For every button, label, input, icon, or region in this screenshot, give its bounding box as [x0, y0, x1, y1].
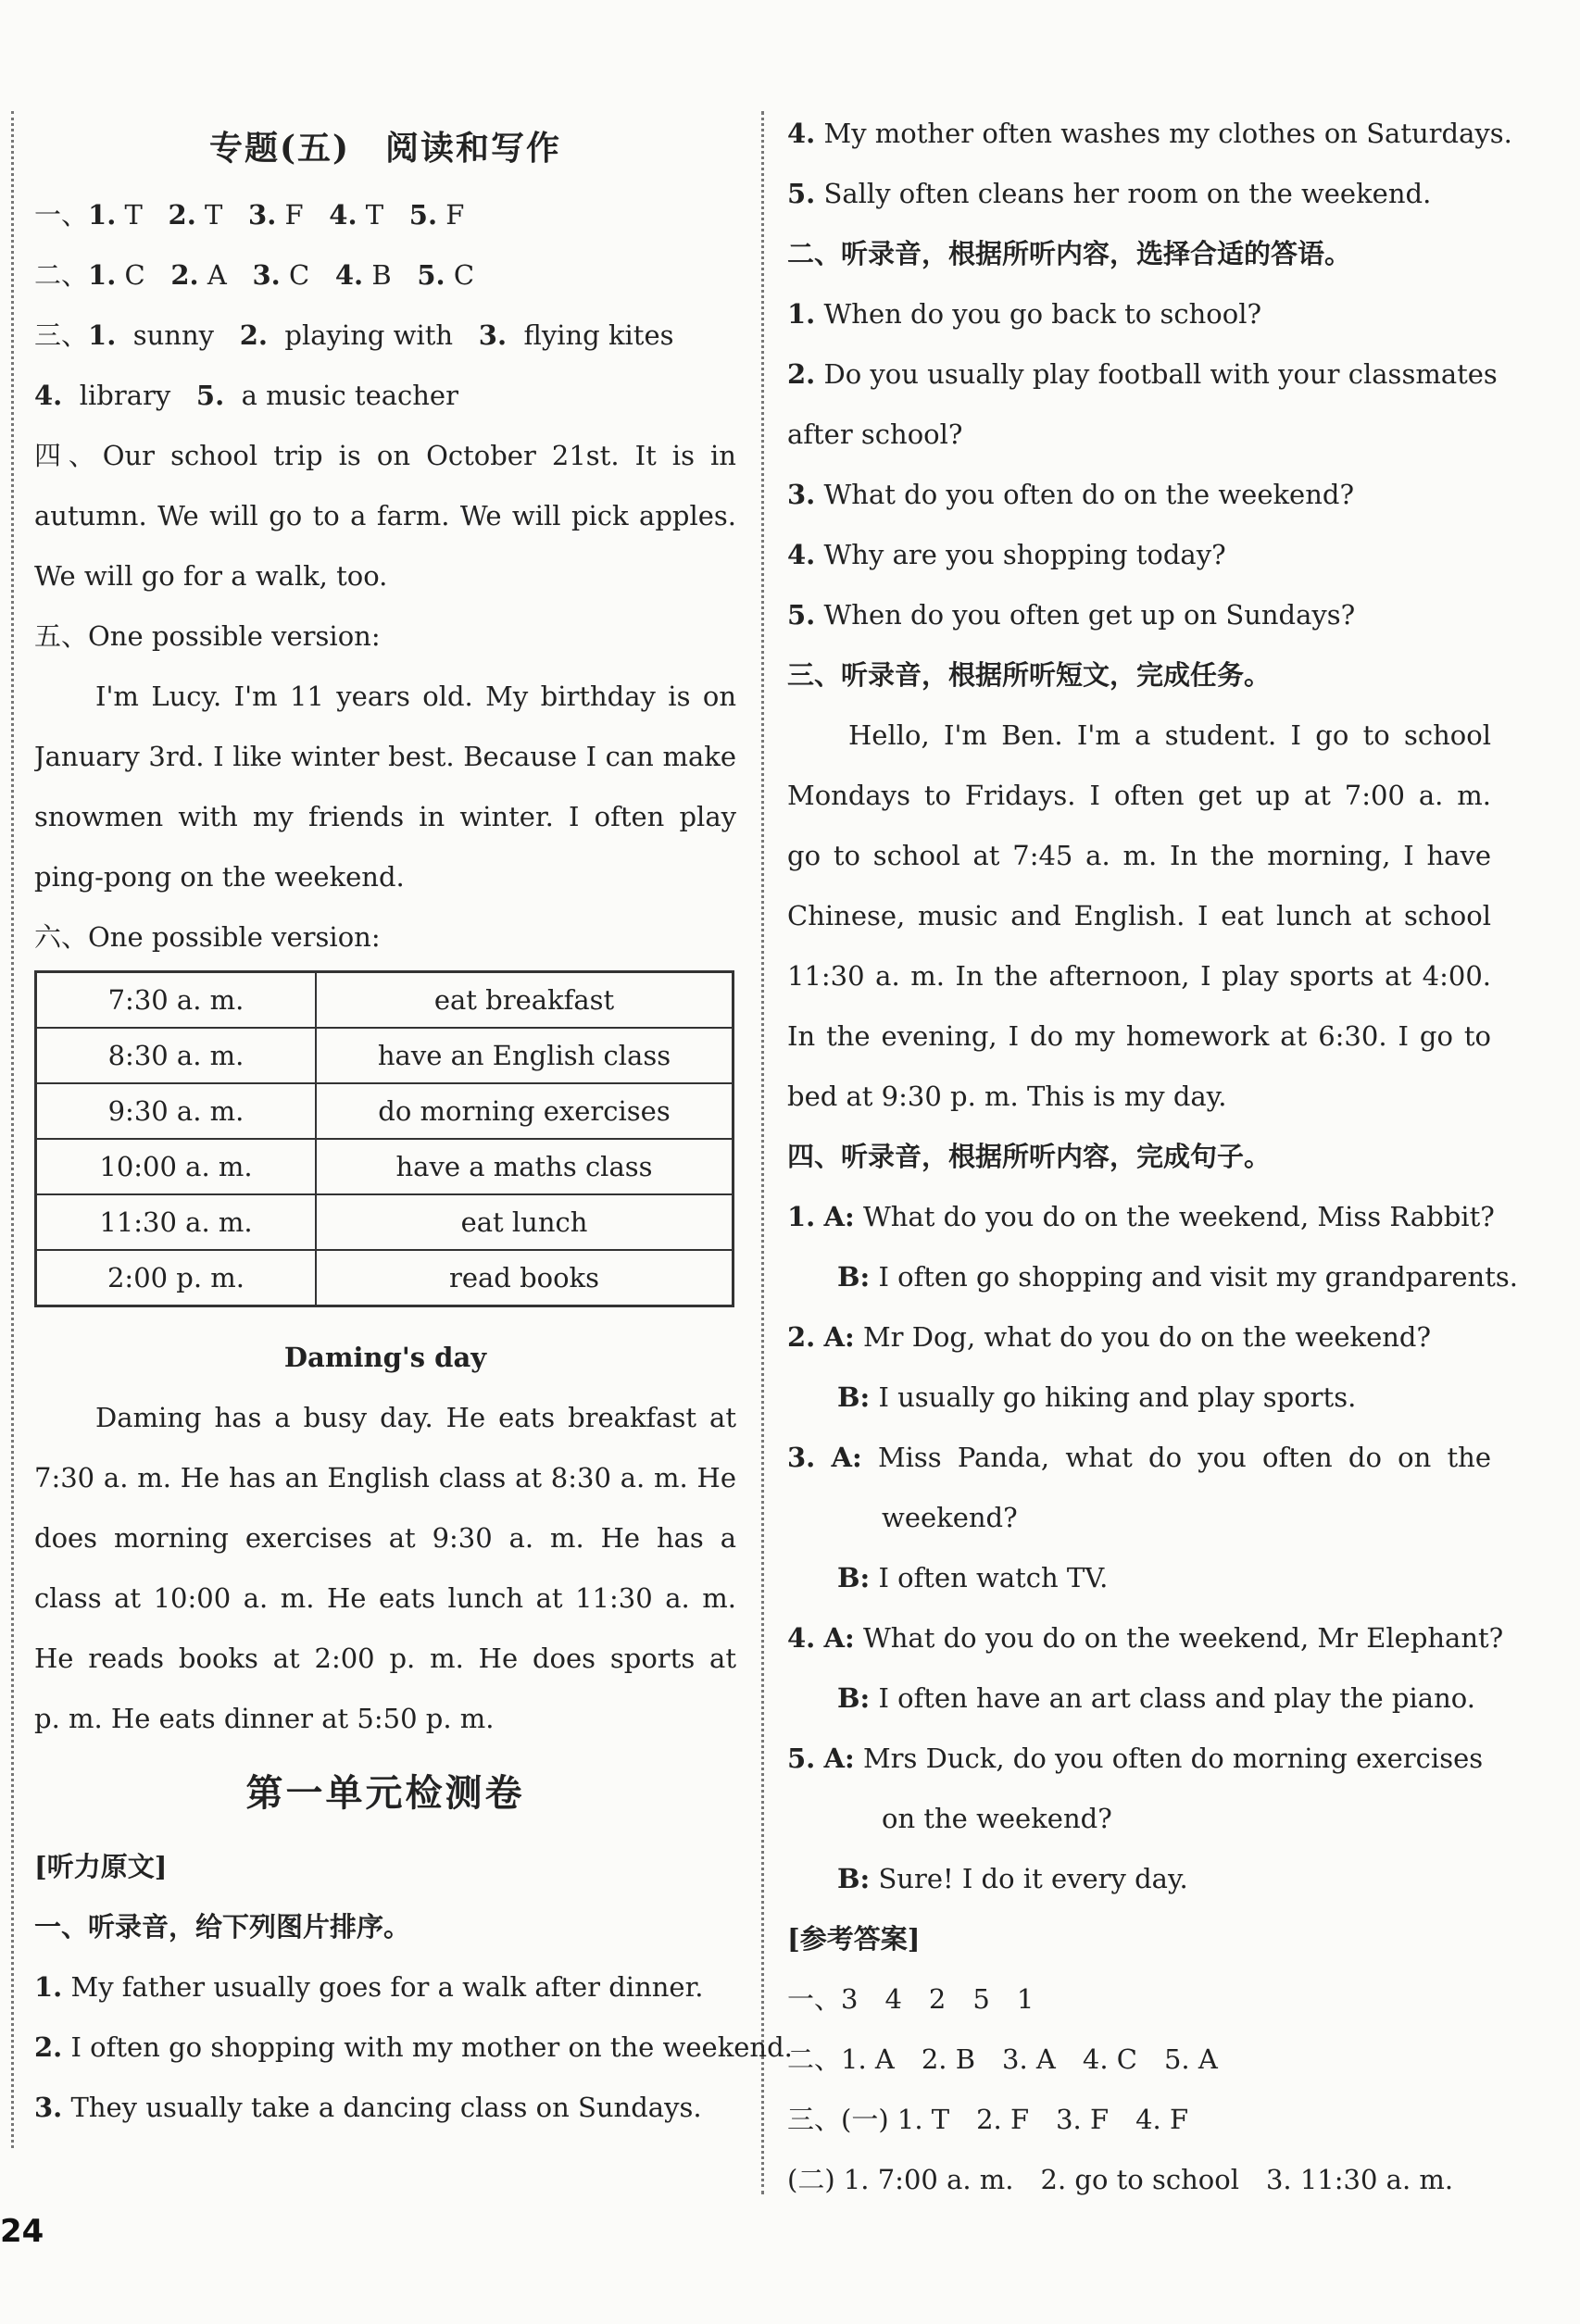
right-column: [787, 104, 1518, 2210]
passage-line-4: Chinese, music and English. I eat lunch at school: [787, 900, 1491, 931]
dialog-a-continued: weekend?: [882, 1502, 1018, 1533]
dialog-a: 5. A: Mrs Duck, do you often do morning exercises: [787, 1743, 1484, 1774]
table-row: [36, 1194, 734, 1250]
dialog-b: B: I often go shopping and visit my grandparents.: [837, 1261, 1518, 1293]
list-item: 5. Sally often cleans her room on the weekend.: [787, 178, 1432, 209]
unit-title: 第一单元检测卷: [245, 1771, 525, 1815]
dialog-a: 1. A: What do you do on the weekend, Miss Rabbit?: [787, 1201, 1495, 1232]
passage-line-6: In the evening, I do my homework at 6:30. I go to: [787, 1020, 1491, 1052]
list-item-continued: after school?: [787, 419, 963, 450]
list-item: 4. My mother often washes my clothes on Saturdays.: [787, 118, 1512, 149]
list-item: 1. My father usually goes for a walk after dinner.: [34, 1971, 704, 2003]
answer-row-1: 一、1. T 2. T 3. F 4. T 5. F: [34, 199, 465, 231]
activity-cell: eat lunch: [316, 1194, 734, 1250]
column-divider: [761, 111, 764, 2194]
list-item: 3. What do you often do on the weekend?: [787, 479, 1355, 510]
essay-line-1: Daming has a busy day. He eats breakfast at: [95, 1402, 736, 1433]
part2-heading: 二、听录音，根据所听内容，选择合适的答语。: [787, 238, 1352, 269]
essay-line-2: 7:30 a. m. He has an English class at 8:30 a. m. He: [34, 1462, 736, 1493]
answer-row-3: 三、1. sunny 2. playing with 3. flying kites: [34, 319, 674, 351]
sec5-line-1: I'm Lucy. I'm 11 years old. My birthday is on: [95, 681, 736, 712]
time-cell: 2:00 p. m.: [36, 1250, 317, 1306]
answer-line: (二) 1. 7:00 a. m. 2. go to school 3. 11:30 a. m.: [787, 2164, 1454, 2195]
sec5-intro: 五、One possible version:: [34, 620, 381, 652]
left-column: [34, 111, 793, 2138]
dialog-b: B: I often watch TV.: [837, 1562, 1109, 1593]
answer-line: 一、3 4 2 5 1: [787, 1983, 1035, 2015]
essay-line-6: p. m. He eats dinner at 5:50 p. m.: [34, 1703, 495, 1734]
part1-heading: 一、听录音，给下列图片排序。: [34, 1911, 411, 1943]
dialog-a-continued: on the weekend?: [882, 1803, 1112, 1834]
answer-line: 三、(一) 1. T 2. F 3. F 4. F: [787, 2104, 1189, 2135]
answers-header: [参考答案]: [787, 1923, 921, 1955]
activity-cell: eat breakfast: [316, 972, 734, 1029]
activity-cell: have an English class: [316, 1028, 734, 1083]
table-row: [36, 1250, 734, 1306]
table-row: [36, 1139, 734, 1194]
table-row: [36, 1083, 734, 1139]
time-cell: 8:30 a. m.: [36, 1028, 317, 1083]
list-item: 2. I often go shopping with my mother on the weekend.: [34, 2031, 793, 2063]
answer-row-2: 二、1. C 2. A 3. C 4. B 5. C: [34, 259, 475, 291]
schedule-table: [34, 970, 734, 1307]
passage-line-7: bed at 9:30 p. m. This is my day.: [787, 1081, 1227, 1112]
table-row: [36, 972, 734, 1029]
answer-line: 二、1. A 2. B 3. A 4. C 5. A: [787, 2043, 1218, 2075]
time-cell: 9:30 a. m.: [36, 1083, 317, 1139]
listening-header: [听力原文]: [34, 1851, 168, 1882]
table-row: [36, 1028, 734, 1083]
activity-cell: have a maths class: [316, 1139, 734, 1194]
section-title: 专题(五) 阅读和写作: [208, 129, 562, 168]
list-item: 3. They usually take a dancing class on Sundays.: [34, 2092, 702, 2123]
dialog-a: 2. A: Mr Dog, what do you do on the weekend?: [787, 1321, 1432, 1353]
sec4-line-2: autumn. We will go to a farm. We will pick apples.: [34, 500, 736, 531]
list-item: 1. When do you go back to school?: [787, 298, 1262, 330]
activity-cell: do morning exercises: [316, 1083, 734, 1139]
sec4-line-3: We will go for a walk, too.: [34, 560, 388, 592]
dialog-a: 4. A: What do you do on the weekend, Mr Elephant?: [787, 1622, 1504, 1654]
list-item: 5. When do you often get up on Sundays?: [787, 599, 1356, 631]
list-item: 4. Why are you shopping today?: [787, 539, 1226, 570]
time-cell: 10:00 a. m.: [36, 1139, 317, 1194]
sec5-line-3: snowmen with my friends in winter. I often play: [34, 801, 736, 832]
sec5-line-4: ping-pong on the weekend.: [34, 861, 405, 893]
answer-row-3b: 4. library 5. a music teacher: [34, 380, 458, 411]
sec4-line-1: 四、Our school trip is on October 21st. It is in: [34, 440, 736, 471]
activity-cell: read books: [316, 1250, 734, 1306]
list-item: 2. Do you usually play football with your classmates: [787, 358, 1498, 390]
sec6-intro: 六、One possible version:: [34, 921, 381, 953]
part3-heading: 三、听录音，根据所听短文，完成任务。: [787, 659, 1272, 691]
time-cell: 7:30 a. m.: [36, 972, 317, 1029]
essay-title: Daming's day: [283, 1342, 487, 1373]
dialog-b: B: I usually go hiking and play sports.: [837, 1381, 1357, 1413]
essay-line-4: class at 10:00 a. m. He eats lunch at 11:30 a. m.: [34, 1582, 736, 1614]
time-cell: 11:30 a. m.: [36, 1194, 317, 1250]
essay-line-5: He reads books at 2:00 p. m. He does sports at: [34, 1643, 736, 1674]
sec5-line-2: January 3rd. I like winter best. Because I can make: [34, 741, 736, 772]
page-number: 24: [0, 2213, 44, 2250]
passage-line-5: 11:30 a. m. In the afternoon, I play sports at 4:00.: [787, 960, 1491, 992]
passage-line-1: Hello, I'm Ben. I'm a student. I go to school: [848, 719, 1491, 751]
essay-line-3: does morning exercises at 9:30 a. m. He has a: [34, 1522, 736, 1554]
part4-heading: 四、听录音，根据所听内容，完成句子。: [787, 1141, 1272, 1172]
dialog-b: B: Sure! I do it every day.: [837, 1863, 1188, 1894]
dialog-b: B: I often have an art class and play the piano.: [837, 1682, 1475, 1714]
dialog-a: 3. A: Miss Panda, what do you often do on the: [787, 1442, 1491, 1473]
passage-line-2: Mondays to Fridays. I often get up at 7:00 a. m.: [787, 780, 1491, 811]
passage-line-3: go to school at 7:45 a. m. In the morning, I have: [787, 840, 1491, 871]
page-edge-line: [11, 111, 14, 2148]
